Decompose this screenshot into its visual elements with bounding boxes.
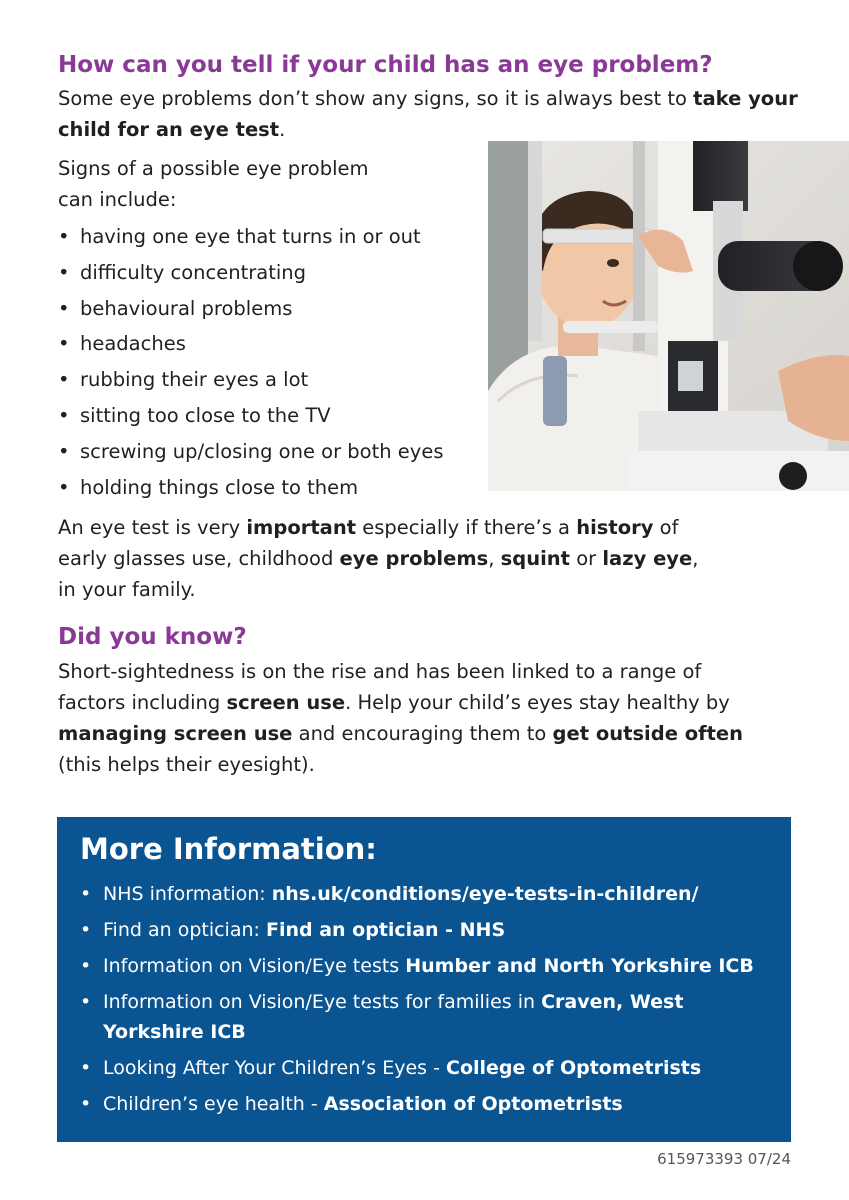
bold-screen-use: screen use: [226, 691, 346, 714]
bold-important: important: [246, 516, 357, 539]
text-run: and encouraging them to: [292, 722, 553, 745]
text-run: ,: [488, 547, 501, 570]
humber-icb-link[interactable]: Humber and North Yorkshire ICB: [405, 955, 754, 977]
list-item: • difficulty concentrating: [58, 255, 444, 291]
item-label: NHS information:: [103, 883, 272, 905]
list-item: • holding things close to them: [58, 470, 444, 506]
list-item: • screwing up/closing one or both eyes: [58, 434, 444, 470]
item-label: Find an optician:: [103, 919, 266, 941]
list-item: [80, 987, 780, 1047]
did-you-know-paragraph: [58, 656, 818, 780]
list-item: • headaches: [58, 326, 444, 362]
child-eye-exam-photo: [488, 141, 849, 491]
text-run: or: [570, 547, 603, 570]
section-heading-eye-problem: How can you tell if your child has an eye problem?: [58, 52, 713, 78]
importance-paragraph: [58, 512, 818, 605]
text-run: (this helps their eyesight).: [58, 753, 315, 776]
list-item: • behavioural problems: [58, 291, 444, 327]
signs-lead-line2: can include:: [58, 188, 177, 211]
text-run: Short-sightedness is on the rise and has been linked to a range of: [58, 660, 702, 683]
bold-get-outside-often: get outside often: [552, 722, 744, 745]
text-run: in your family.: [58, 578, 196, 601]
text-run: . Help your child’s eyes stay healthy by: [345, 691, 730, 714]
list-item: [80, 1053, 780, 1083]
signs-list: [58, 219, 444, 505]
college-optometrists-link[interactable]: College of Optometrists: [446, 1057, 702, 1079]
item-label: Information on Vision/Eye tests for families in: [103, 991, 542, 1013]
text-run: ,: [692, 547, 699, 570]
item-label: Children’s eye health -: [103, 1093, 324, 1115]
intro-paragraph: [58, 83, 798, 145]
find-optician-link[interactable]: Find an optician - NHS: [265, 919, 506, 941]
bold-squint: squint: [500, 547, 571, 570]
craven-icb-link[interactable]: Craven, West Yorkshire ICB: [103, 991, 684, 1043]
list-item: • rubbing their eyes a lot: [58, 362, 444, 398]
intro-period: .: [279, 118, 286, 141]
signs-lead: [58, 153, 478, 215]
intro-text: Some eye problems don’t show any signs, so it is always best to: [58, 87, 694, 110]
list-item: [80, 1089, 780, 1119]
list-item: [80, 915, 780, 945]
association-optometrists-link[interactable]: Association of Optometrists: [323, 1093, 623, 1115]
nhs-link[interactable]: nhs.uk/conditions/eye-tests-in-children/: [271, 883, 699, 905]
text-run: early glasses use, childhood: [58, 547, 340, 570]
text-run: of: [653, 516, 679, 539]
text-run: factors including: [58, 691, 227, 714]
intro-bold-eye-test: take your child for an eye test: [58, 87, 798, 141]
list-item: [80, 951, 780, 981]
item-label: Looking After Your Children’s Eyes -: [103, 1057, 446, 1079]
document-reference: 615973393 07/24: [657, 1150, 791, 1168]
section-heading-did-you-know: Did you know?: [58, 624, 247, 650]
signs-lead-line1: Signs of a possible eye problem: [58, 157, 369, 180]
list-item: • sitting too close to the TV: [58, 398, 444, 434]
item-label: Information on Vision/Eye tests: [103, 955, 406, 977]
list-item: • having one eye that turns in or out: [58, 219, 444, 255]
eye-exam-illustration: [488, 141, 849, 491]
bold-eye-problems: eye problems: [339, 547, 489, 570]
more-information-list: [80, 879, 780, 1125]
bold-history: history: [576, 516, 654, 539]
bold-lazy-eye: lazy eye: [602, 547, 693, 570]
more-information-heading: More Information:: [80, 832, 377, 866]
bold-managing-screen-use: managing screen use: [58, 722, 293, 745]
list-item: [80, 879, 780, 909]
text-run: An eye test is very: [58, 516, 247, 539]
more-information-box: [57, 817, 791, 1142]
text-run: especially if there’s a: [356, 516, 577, 539]
